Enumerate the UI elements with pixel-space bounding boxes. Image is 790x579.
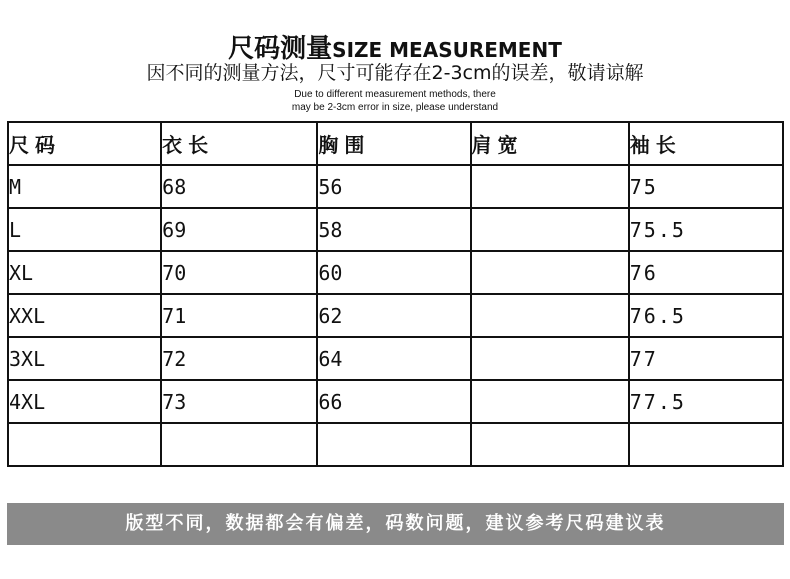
table-row <box>8 208 783 251</box>
cell-length: 73 <box>161 380 317 423</box>
subtitle: 因不同的测量方法，尺寸可能存在2-3cm的误差，敬请谅解 <box>146 62 644 84</box>
cell-shoulder <box>471 337 629 380</box>
header-sleeve: 袖长 <box>629 122 783 165</box>
cell-shoulder <box>471 165 629 208</box>
cell-chest: 62 <box>317 294 470 337</box>
cell-length: 71 <box>161 294 317 337</box>
cell-shoulder <box>471 294 629 337</box>
table-row <box>8 337 783 380</box>
cell-shoulder <box>471 251 629 294</box>
cell-shoulder <box>471 380 629 423</box>
cell-sleeve: 75.5 <box>629 208 783 251</box>
header-size: 尺码 <box>8 122 161 165</box>
cell-length <box>161 423 317 466</box>
table-row <box>8 380 783 423</box>
note-line-2: may be 2-3cm error in size, please understand <box>291 102 499 113</box>
table-row-empty <box>8 423 783 466</box>
cell-sleeve <box>629 423 783 466</box>
size-table <box>7 121 784 467</box>
header-length: 衣长 <box>161 122 317 165</box>
cell-chest: 58 <box>317 208 470 251</box>
footer-banner: 版型不同，数据都会有偏差，码数问题，建议参考尺码建议表 <box>7 503 784 545</box>
cell-chest <box>317 423 470 466</box>
cell-sleeve: 77.5 <box>629 380 783 423</box>
cell-size: 3XL <box>8 337 161 380</box>
cell-sleeve: 76 <box>629 251 783 294</box>
table-row <box>8 165 783 208</box>
cell-size: L <box>8 208 161 251</box>
header-chest: 胸围 <box>317 122 470 165</box>
cell-size: M <box>8 165 161 208</box>
cell-chest: 56 <box>317 165 470 208</box>
cell-shoulder <box>471 208 629 251</box>
note-line-1: Due to different measurement methods, there <box>294 89 496 100</box>
cell-sleeve: 77 <box>629 337 783 380</box>
cell-size: XL <box>8 251 161 294</box>
table-row <box>8 294 783 337</box>
cell-sleeve: 76.5 <box>629 294 783 337</box>
cell-sleeve: 75 <box>629 165 783 208</box>
cell-size <box>8 423 161 466</box>
table-row <box>8 251 783 294</box>
cell-chest: 60 <box>317 251 470 294</box>
header-shoulder: 肩宽 <box>471 122 629 165</box>
cell-length: 70 <box>161 251 317 294</box>
cell-shoulder <box>471 423 629 466</box>
english-note <box>0 88 790 114</box>
cell-size: XXL <box>8 294 161 337</box>
cell-length: 72 <box>161 337 317 380</box>
title-en: SIZE MEASUREMENT <box>332 38 562 62</box>
table-header-row <box>8 122 783 165</box>
title-cn: 尺码测量 <box>228 34 333 64</box>
cell-size: 4XL <box>8 380 161 423</box>
cell-length: 68 <box>161 165 317 208</box>
cell-length: 69 <box>161 208 317 251</box>
cell-chest: 66 <box>317 380 470 423</box>
cell-chest: 64 <box>317 337 470 380</box>
